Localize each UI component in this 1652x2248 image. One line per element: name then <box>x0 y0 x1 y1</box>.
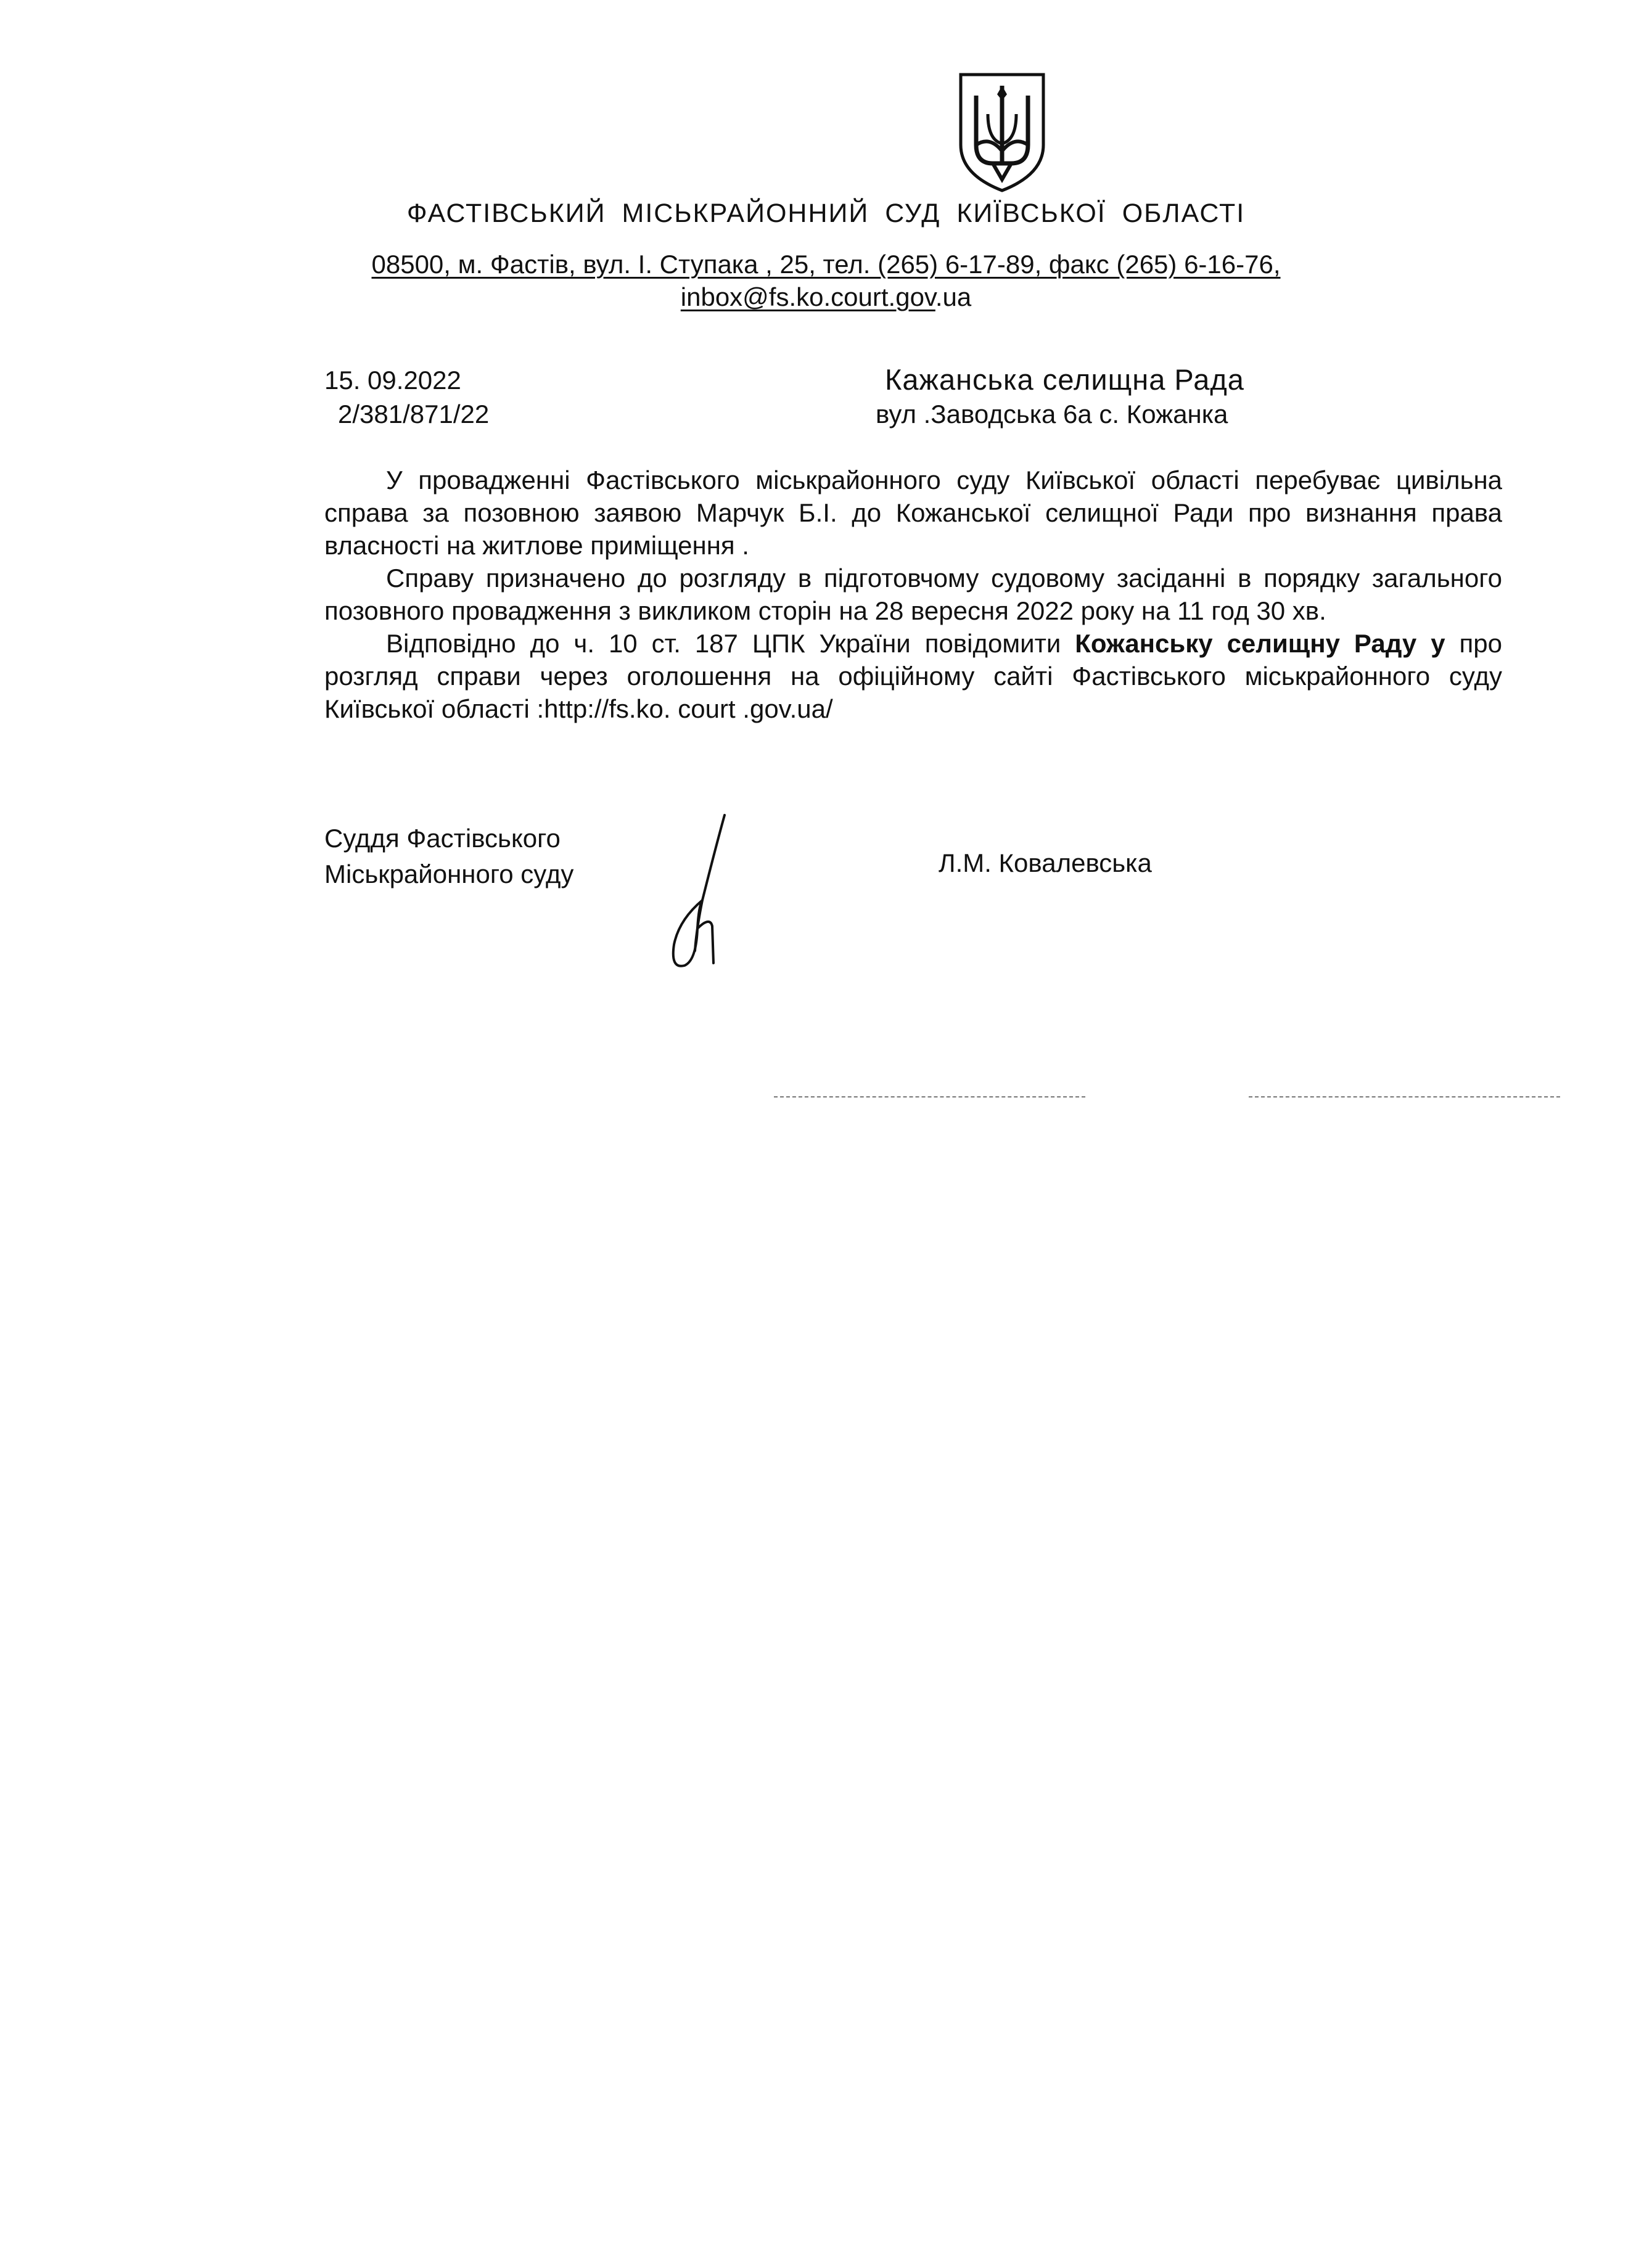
court-email[interactable] <box>0 282 1652 312</box>
bottom-dashed-rule-left <box>774 1096 1085 1097</box>
ukraine-trident-emblem-icon <box>956 71 1048 194</box>
judge-title-line-2: Міськрайонного суду <box>324 859 574 888</box>
court-email-suffix: .ua <box>935 282 972 311</box>
bottom-dashed-rule-right <box>1249 1096 1560 1097</box>
letter-body <box>324 464 1502 725</box>
paragraph-notification <box>324 627 1502 725</box>
recipient-name: Кажанська селищна Рада <box>885 363 1244 396</box>
paragraph-notification-start: Відповідно до ч. 10 ст. 187 ЦПК України повідомити <box>386 629 1075 658</box>
court-name-heading: ФАСТІВСЬКИЙ МІСЬКРАЙОННИЙ СУД КИЇВСЬКОЇ ОБЛАСТІ <box>406 199 1246 228</box>
court-address <box>0 250 1652 279</box>
paragraph-notification-bold: Кожанську селищну Раду у <box>1075 629 1445 658</box>
judge-title <box>324 821 573 892</box>
recipient-address: вул .Заводська 6а с. Кожанка <box>876 400 1228 429</box>
paragraph-hearing: Справу призначено до розгляду в підготовчому судовому засіданні в порядку загального позовного провадження з викликом сторін на 28 вересня 2022 року на 11 год 30 хв. <box>324 564 1502 625</box>
handwritten-signature <box>651 808 749 980</box>
judge-title-line-1: Суддя Фастівського <box>324 824 561 853</box>
court-address-text: 08500, м. Фастів, вул. І. Ступака , 25, тел. (265) 6-17-89, факс (265) 6-16-76, <box>371 250 1281 279</box>
court-email-link[interactable]: inbox@fs.ko.court.gov <box>680 282 935 311</box>
paragraph-notification-end: про розгляд справи через оголошення на офіційному сайті Фастівського міськрайонного суду Київської області :http://fs.ko. court .gov.ua/ <box>324 629 1502 723</box>
case-number: 2/381/871/22 <box>338 400 490 429</box>
judge-name: Л.М. Ковалевська <box>939 848 1152 877</box>
letter-date: 15. 09.2022 <box>324 366 461 395</box>
paragraph-proceedings: У провадженні Фастівського міськрайонного суду Київської області перебуває цивільна справа за позовною заявою Марчук Б.І. до Кожанської селищної Ради про визнання права власності на житлове приміщення . <box>324 466 1502 560</box>
